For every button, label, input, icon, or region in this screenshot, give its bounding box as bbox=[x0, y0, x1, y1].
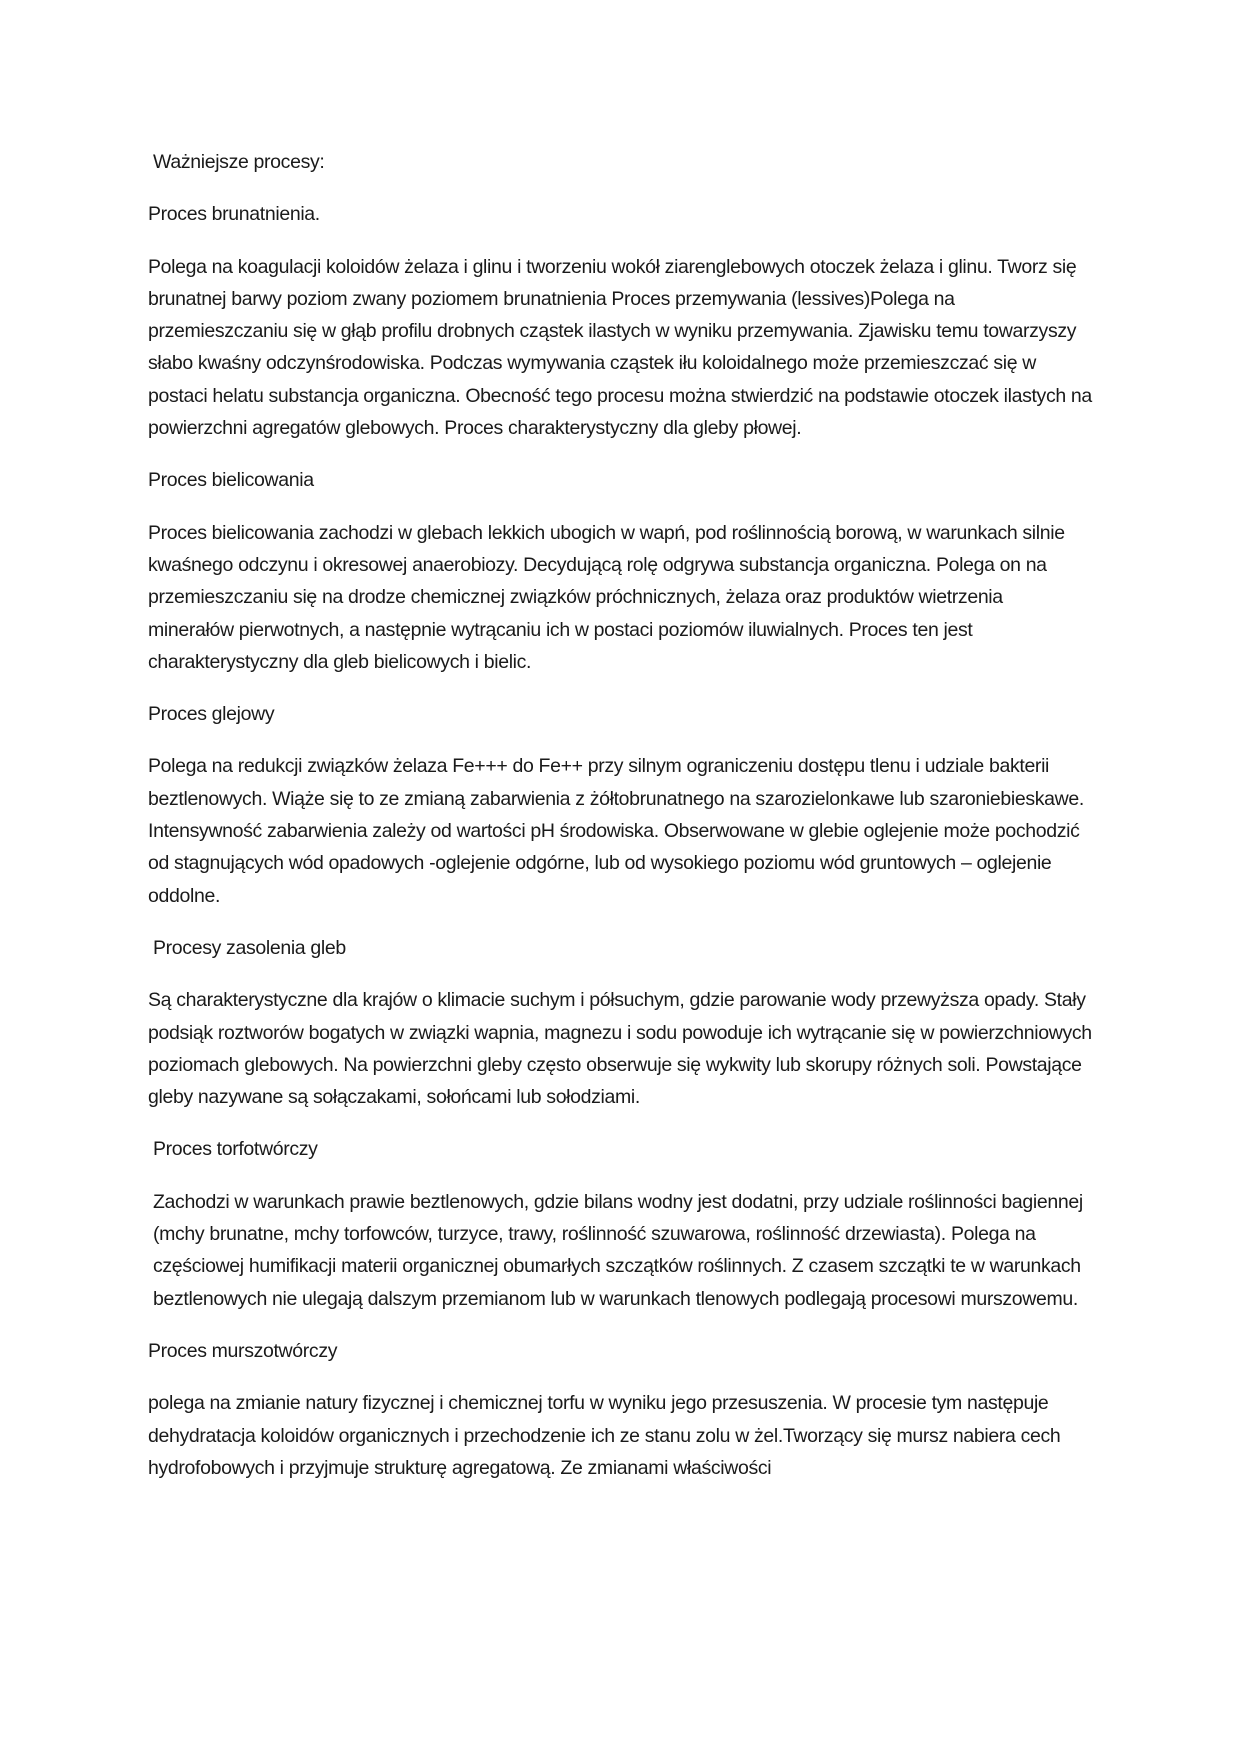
section-heading: Ważniejsze procesy: bbox=[153, 151, 325, 173]
section-heading: Proces murszotwórczy bbox=[148, 1339, 338, 1362]
paragraph: Zachodzi w warunkach prawie beztlenowych, gdzie bilans wodny jest dodatni, przy udziale roślinności bagiennej (mchy brunatne, mchy torfowców, turzyce, trawy, roślinność szuwarowa, roślinność drzewiasta). Polega na częściowej humifikacji materii organicznej obumarłych szczątków roślinnych. Z czasem szczątki te w warunkach beztlenowych nie ulegają dalszym przemianom lub w warunkach tlenowych podlegają procesowi murszowemu. bbox=[153, 1190, 1083, 1310]
section-heading: Proces bielicowania bbox=[148, 469, 314, 492]
paragraph: Są charakterystyczne dla krajów o klimacie suchym i półsuchym, gdzie parowanie wody przewyższa opady. Stały podsiąk roztworów bogatych w związki wapnia, magnezu i sodu powoduje ich wytrącanie się w powierzchniowych poziomach glebowych. Na powierzchni gleby często obserwuje się wykwity lub skorupy różnych soli. Powstające gleby nazywane są sołączakami, sołońcami lub sołodziami. bbox=[148, 989, 1092, 1109]
document-body bbox=[148, 146, 1093, 1504]
section-heading: Procesy zasolenia gleb bbox=[153, 936, 346, 959]
paragraph: Polega na redukcji związków żelaza Fe+++ do Fe++ przy silnym ograniczeniu dostępu tlenu i udziale bakterii beztlenowych. Wiąże się to ze zmianą zabarwienia z żółtobrunatnego na szarozielonkawe lub szaroniebieskawe. Intensywność zabarwienia zależy od wartości pH środowiska. Obserwowane w glebie oglejenie może pochodzić od stagnujących wód opadowych -oglejenie odgórne, lub od wysokiego poziomu wód gruntowych – oglejenie oddolne. bbox=[148, 755, 1084, 907]
paragraph: Polega na koagulacji koloidów żelaza i glinu i tworzeniu wokół ziarenglebowych otoczek żelaza i glinu. Tworz się brunatnej barwy poziom zwany poziomem brunatnienia Proces przemywania (lessives)Polega na przemieszczaniu się w głąb profilu drobnych cząstek ilastych w wyniku przemywania. Zjawisku temu towarzyszy słabo kwaśny odczynśrodowiska. Podczas wymywania cząstek iłu koloidalnego może przemieszczać się w postaci helatu substancja organiczna. Obecność tego procesu można stwierdzić na podstawie otoczek ilastych na powierzchni agregatów glebowych. Proces charakterystyczny dla gleby płowej. bbox=[148, 255, 1092, 440]
section-heading: Proces glejowy bbox=[148, 703, 275, 726]
section-heading: Proces torfotwórczy bbox=[153, 1138, 318, 1161]
paragraph: polega na zmianie natury fizycznej i chemicznej torfu w wyniku jego przesuszenia. W procesie tym następuje dehydratacja koloidów organicznych i przechodzenie ich ze stanu zolu w żel.Tworzący się mursz nabiera cech hydrofobowych i przyjmuje strukturę agregatową. Ze zmianami właściwości bbox=[148, 1392, 1061, 1479]
section-heading: Proces brunatnienia. bbox=[148, 203, 320, 226]
paragraph: Proces bielicowania zachodzi w glebach lekkich ubogich w wapń, pod roślinnością borową, w warunkach silnie kwaśnego odczynu i okresowej anaerobiozy. Decydującą rolę odgrywa substancja organiczna. Polega on na przemieszczaniu się na drodze chemicznej związków próchnicznych, żelaza oraz produktów wietrzenia minerałów pierwotnych, a następnie wytrącaniu ich w postaci poziomów iluwialnych. Proces ten jest charakterystyczny dla gleb bielicowych i bielic. bbox=[148, 521, 1065, 673]
